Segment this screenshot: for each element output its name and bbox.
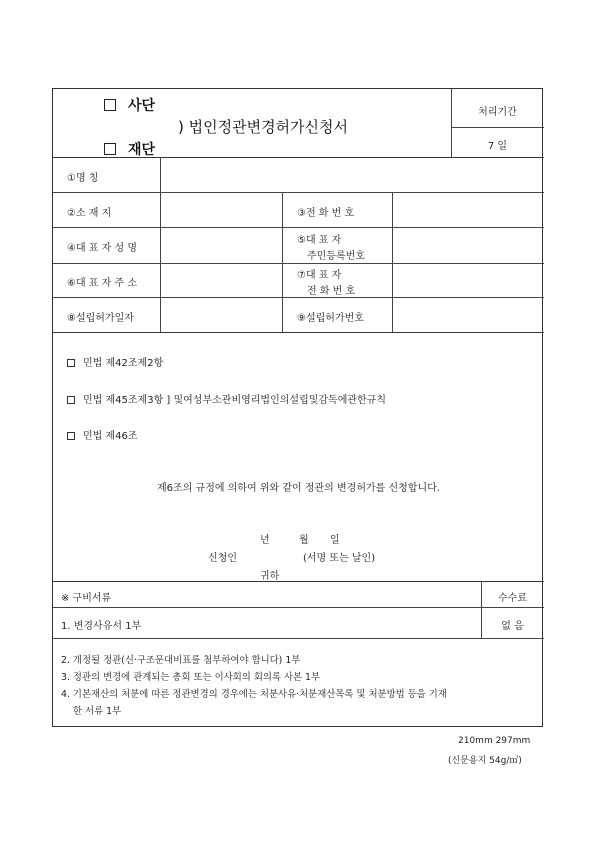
signature-field[interactable]: (서명 또는 날인) <box>303 553 376 564</box>
paper-spec: (신문용지 54g/㎡) <box>448 756 522 766</box>
field-phone-label: ③전 화 번 호 <box>297 208 355 219</box>
document-item-4: 4. 기본재산의 처분에 따른 정관변경의 경우에는 처분사유·처분재산목록 및 처분방법 등을 기재 <box>61 689 447 700</box>
form-title: ) 법인정관변경허가신청서 <box>178 118 349 136</box>
field-address-label: ②소 재 지 <box>67 208 112 219</box>
checkbox[interactable] <box>67 396 75 404</box>
document-item-1: 1. 변경사유서 1부 <box>61 621 142 632</box>
date-day-label: 일 <box>330 535 340 546</box>
law-option-45[interactable]: 민법 제45조제3항 ] 및여성부소관비영리법인의설립및감독에관한규칙 <box>67 391 386 406</box>
option-incorporated-association[interactable]: 사단 <box>104 95 155 115</box>
field-rep-phone-label-1: ⑦대 표 자 <box>297 270 342 281</box>
field-phone-value[interactable] <box>393 193 543 226</box>
law-option-46[interactable]: 민법 제46조 <box>67 427 138 442</box>
field-rep-id-label-1: ⑤대 표 자 <box>297 235 342 246</box>
option-foundation[interactable]: 재단 <box>104 139 155 159</box>
field-rep-id-label-2: 주민등록번호 <box>307 251 365 262</box>
field-address-value[interactable] <box>161 193 281 226</box>
field-permit-no-label: ⑨설립허가번호 <box>297 313 364 324</box>
field-rep-name-label: ④대 표 자 성 명 <box>67 243 137 254</box>
application-statement: 제6조의 규정에 의하여 위와 같이 정관의 변경허가를 신청합니다. <box>157 483 440 494</box>
required-documents-title: ※ 구비서류 <box>61 593 112 604</box>
application-form <box>52 88 543 727</box>
paper-size: 210mm 297mm <box>458 736 531 746</box>
date-month-label: 월 <box>299 535 309 546</box>
field-rep-phone-label-2: 전 화 번 호 <box>307 286 356 297</box>
checkbox[interactable] <box>67 359 75 367</box>
field-rep-address-label: ⑥대 표 자 주 소 <box>67 278 137 289</box>
checkbox[interactable] <box>104 99 116 111</box>
recipient-label: 귀하 <box>260 571 280 582</box>
document-item-3: 3. 정관의 변경에 관계되는 총회 또는 이사회의 회의록 사본 1부 <box>61 672 321 683</box>
fee-value: 없 음 <box>501 621 524 632</box>
field-rep-id-value[interactable] <box>393 228 543 262</box>
document-item-4-continued: 한 서류 1부 <box>73 706 122 717</box>
field-permit-date-value[interactable] <box>161 298 281 331</box>
checkbox[interactable] <box>104 143 116 155</box>
field-rep-phone-value[interactable] <box>393 264 543 296</box>
field-name-label: ①명 칭 <box>67 173 99 184</box>
processing-period-value: 7 일 <box>487 141 508 152</box>
field-permit-date-label: ⑧설립허가일자 <box>67 313 134 324</box>
law-option-42[interactable]: 민법 제42조제2항 <box>67 354 163 369</box>
processing-period-label: 처리기간 <box>478 107 517 118</box>
field-name-value[interactable] <box>161 158 543 191</box>
date-year-label: 년 <box>260 535 270 546</box>
fee-label: 수수료 <box>498 593 527 604</box>
field-rep-name-value[interactable] <box>161 228 281 262</box>
applicant-label: 신청인 <box>208 553 237 564</box>
field-rep-address-value[interactable] <box>161 264 281 296</box>
checkbox[interactable] <box>67 432 75 440</box>
document-item-2: 2. 개정될 정관(신·구조문대비표를 첨부하여야 합니다) 1부 <box>61 655 301 666</box>
field-permit-no-value[interactable] <box>393 298 543 331</box>
